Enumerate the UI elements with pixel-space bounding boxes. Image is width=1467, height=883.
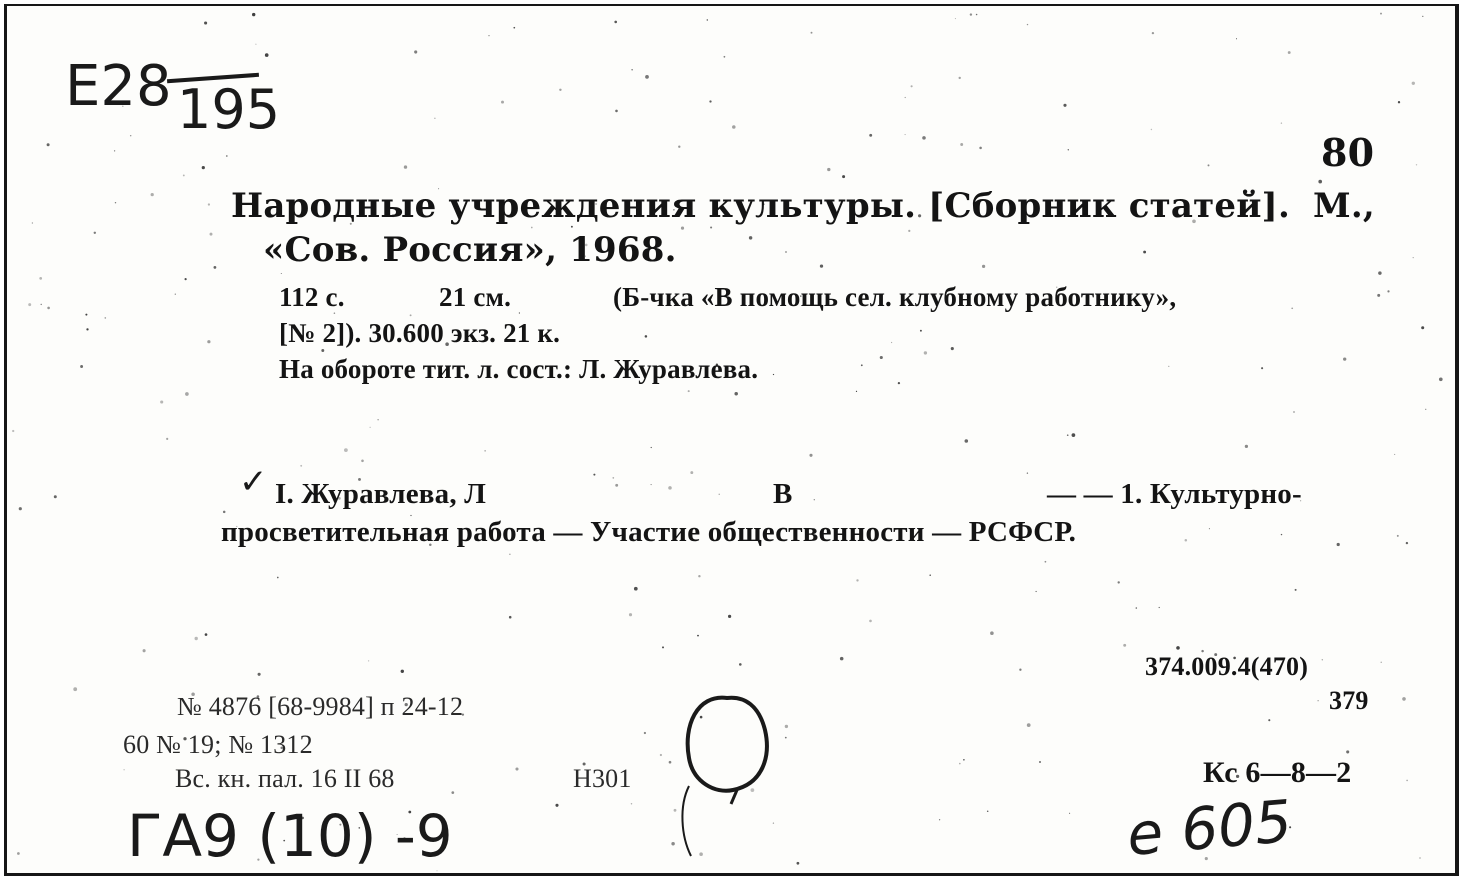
speckle bbox=[688, 390, 690, 392]
speckle bbox=[960, 143, 963, 146]
speckle bbox=[281, 273, 282, 274]
speckle bbox=[94, 232, 96, 234]
speckle bbox=[123, 769, 124, 770]
speckle bbox=[645, 75, 649, 79]
speckle bbox=[924, 351, 927, 354]
speckle bbox=[631, 69, 632, 70]
speckle bbox=[401, 670, 404, 673]
speckle bbox=[634, 587, 638, 591]
kc-code: Кс 6—8—2 bbox=[1203, 756, 1352, 789]
speckle bbox=[571, 226, 573, 228]
handwritten-shelfmark bbox=[65, 54, 172, 119]
speckle bbox=[1422, 16, 1423, 17]
speckle bbox=[1261, 367, 1263, 369]
speckle bbox=[959, 763, 961, 765]
cutter-number: 379 bbox=[1329, 686, 1369, 715]
speckle bbox=[827, 168, 830, 171]
speckle bbox=[861, 364, 863, 366]
print-info-line3: Вс. кн. пал. 16 II 68 bbox=[175, 764, 395, 793]
speckle bbox=[208, 203, 210, 205]
speckle bbox=[651, 447, 652, 448]
speckle bbox=[226, 155, 228, 157]
added-entry-mid: В bbox=[773, 478, 793, 510]
speckle bbox=[840, 657, 844, 661]
speckle bbox=[612, 477, 614, 479]
speckle bbox=[185, 278, 187, 280]
speckle bbox=[531, 227, 533, 229]
speckle bbox=[1159, 607, 1160, 608]
added-entry: I. Журавлева, Л bbox=[275, 478, 487, 510]
handwritten-bottom-left: ГА9 (10) -9 bbox=[127, 802, 453, 870]
speckle bbox=[513, 27, 515, 29]
speckle bbox=[1068, 149, 1069, 150]
speckle bbox=[1439, 377, 1443, 381]
speckle bbox=[555, 804, 558, 807]
speckle bbox=[41, 304, 42, 305]
speckle bbox=[707, 19, 708, 20]
speckle bbox=[160, 400, 163, 403]
speckle bbox=[1151, 129, 1152, 130]
speckle bbox=[321, 349, 324, 352]
speckle bbox=[1045, 561, 1047, 563]
entry-series-part2: [№ 2]). 30.600 экз. 21 к. bbox=[279, 318, 561, 348]
speckle bbox=[1293, 411, 1295, 413]
speckle bbox=[1208, 164, 1210, 166]
speckle bbox=[963, 759, 965, 761]
speckle bbox=[797, 862, 800, 865]
speckle bbox=[1036, 591, 1037, 592]
speckle bbox=[114, 150, 115, 151]
speckle bbox=[976, 14, 978, 16]
speckle bbox=[1176, 646, 1180, 650]
speckle bbox=[414, 50, 417, 53]
speckle bbox=[1318, 180, 1322, 184]
speckle bbox=[1378, 271, 1381, 274]
speckle bbox=[1419, 857, 1421, 859]
speckle bbox=[202, 166, 205, 169]
speckle bbox=[1027, 723, 1031, 727]
speckle bbox=[175, 294, 176, 295]
speckle bbox=[47, 143, 50, 146]
speckle bbox=[880, 356, 883, 359]
speckle bbox=[709, 100, 711, 102]
speckle bbox=[1027, 24, 1028, 25]
speckle bbox=[1288, 51, 1291, 54]
entry-title-line1: Народные учреждения культуры. [Сборник статей]. bbox=[231, 186, 1290, 226]
entry-title-line2: «Сов. Россия», 1968. bbox=[263, 230, 677, 270]
speckle bbox=[1281, 534, 1282, 535]
speckle bbox=[1425, 409, 1426, 410]
speckle bbox=[1209, 528, 1210, 529]
speckle bbox=[905, 134, 906, 135]
speckle bbox=[662, 646, 664, 648]
speckle bbox=[955, 18, 956, 19]
speckle bbox=[185, 392, 189, 396]
speckle bbox=[166, 438, 168, 440]
speckle bbox=[1069, 813, 1070, 814]
speckle bbox=[86, 328, 88, 330]
speckle bbox=[856, 391, 857, 392]
speckle bbox=[80, 365, 83, 368]
speckle bbox=[17, 852, 20, 855]
speckle bbox=[668, 486, 672, 490]
speckle bbox=[210, 233, 213, 236]
speckle bbox=[814, 499, 815, 500]
speckle bbox=[614, 21, 617, 24]
handwritten-bottom-right: e 605 bbox=[1124, 786, 1295, 870]
speckle bbox=[939, 819, 940, 820]
print-info-line2: 60 № 19; № 1312 bbox=[123, 730, 313, 759]
speckle bbox=[1381, 662, 1382, 663]
speckle bbox=[593, 474, 595, 476]
speckle bbox=[183, 174, 185, 176]
speckle bbox=[979, 147, 982, 150]
speckle bbox=[115, 202, 116, 203]
speckle bbox=[698, 575, 700, 577]
speckle bbox=[965, 439, 969, 443]
speckle bbox=[732, 125, 736, 129]
speckle bbox=[1118, 581, 1120, 583]
handwritten-number: 195 bbox=[177, 78, 281, 141]
speckle bbox=[959, 77, 961, 79]
speckle bbox=[1072, 433, 1076, 437]
speckle bbox=[811, 32, 813, 34]
speckle bbox=[130, 135, 131, 136]
speckle bbox=[451, 791, 454, 794]
speckle bbox=[204, 21, 207, 24]
speckle bbox=[982, 265, 985, 268]
speckle bbox=[404, 165, 407, 168]
print-code: Н301 bbox=[573, 764, 632, 793]
speckle bbox=[660, 754, 662, 756]
speckle bbox=[891, 342, 892, 343]
hand-drawn-circle bbox=[667, 686, 787, 866]
speckle bbox=[1322, 659, 1323, 660]
check-mark: ✓ bbox=[239, 462, 268, 502]
speckle bbox=[1168, 366, 1169, 367]
speckle bbox=[104, 317, 106, 319]
speckle bbox=[820, 264, 823, 267]
speckle bbox=[929, 574, 931, 576]
speckle bbox=[370, 427, 371, 428]
speckle bbox=[645, 335, 648, 338]
speckle bbox=[410, 314, 412, 316]
speckle bbox=[615, 484, 618, 487]
speckle bbox=[1143, 251, 1146, 254]
speckle bbox=[697, 635, 699, 637]
speckle bbox=[629, 613, 632, 616]
entry-series-part1: (Б-чка «В помощь сел. клубному работнику», bbox=[613, 282, 1177, 312]
speckle bbox=[377, 419, 378, 420]
speckle bbox=[1398, 101, 1400, 103]
speckle bbox=[1136, 607, 1138, 609]
speckle bbox=[12, 430, 14, 432]
speckle bbox=[1394, 454, 1395, 455]
speckle bbox=[1416, 164, 1417, 165]
speckle bbox=[681, 227, 684, 230]
speckle bbox=[1063, 104, 1066, 107]
speckle bbox=[690, 471, 693, 474]
speckle bbox=[970, 13, 972, 15]
speckle bbox=[47, 307, 50, 310]
speckle bbox=[265, 53, 269, 57]
speckle bbox=[1245, 445, 1248, 448]
subject-heading-line2: просветительная работа — Участие общественности — РСФСР. bbox=[221, 516, 1077, 548]
speckle bbox=[728, 615, 731, 618]
catalog-card bbox=[4, 4, 1459, 876]
speckle bbox=[739, 663, 742, 666]
speckle bbox=[734, 392, 737, 395]
entry-note: На обороте тит. л. сост.: Л. Журавлева. bbox=[279, 354, 759, 384]
speckle bbox=[223, 511, 226, 514]
speckle bbox=[85, 314, 87, 316]
speckle bbox=[869, 620, 872, 623]
speckle bbox=[1380, 13, 1382, 15]
speckle bbox=[151, 193, 154, 196]
card-number: 80 bbox=[1321, 130, 1375, 175]
speckle bbox=[32, 222, 33, 223]
speckle bbox=[1377, 294, 1380, 297]
speckle bbox=[1185, 539, 1188, 542]
speckle bbox=[951, 347, 954, 350]
speckle bbox=[922, 136, 926, 140]
speckle bbox=[615, 110, 618, 113]
entry-place: М., bbox=[1313, 186, 1375, 226]
speckle bbox=[987, 810, 989, 812]
speckle bbox=[631, 803, 632, 804]
speckle bbox=[143, 649, 146, 652]
speckle bbox=[1406, 780, 1408, 782]
speckle bbox=[1346, 750, 1349, 753]
speckle bbox=[773, 374, 774, 375]
speckle bbox=[1337, 543, 1340, 546]
speckle bbox=[1236, 38, 1237, 39]
speckle bbox=[644, 732, 646, 734]
speckle bbox=[1387, 290, 1389, 292]
speckle bbox=[1421, 326, 1424, 329]
speckle bbox=[205, 633, 208, 636]
speckle bbox=[990, 631, 994, 635]
speckle bbox=[277, 577, 279, 579]
speckle bbox=[898, 382, 900, 384]
speckle bbox=[28, 303, 31, 306]
speckle bbox=[1067, 434, 1069, 436]
speckle bbox=[252, 13, 255, 16]
speckle bbox=[501, 101, 504, 104]
speckle bbox=[214, 266, 217, 269]
speckle bbox=[1406, 542, 1408, 544]
print-info-line1: № 4876 [68-9984] п 24-12 bbox=[177, 692, 464, 721]
speckle bbox=[1295, 589, 1297, 591]
speckle bbox=[920, 330, 922, 332]
speckle bbox=[434, 118, 435, 119]
speckle bbox=[488, 35, 489, 36]
entry-size: 21 см. bbox=[439, 282, 512, 312]
speckle bbox=[1412, 82, 1415, 85]
speckle bbox=[515, 767, 518, 770]
speckle bbox=[1318, 700, 1319, 701]
speckle bbox=[1281, 122, 1282, 123]
speckle bbox=[39, 277, 42, 280]
speckle bbox=[785, 251, 787, 253]
speckle bbox=[1291, 307, 1293, 309]
entry-pages: 112 с. bbox=[279, 282, 345, 312]
speckle bbox=[509, 554, 510, 555]
udc-number: 374.009.4(470) bbox=[1145, 652, 1309, 681]
speckle bbox=[19, 507, 22, 510]
speckle bbox=[484, 450, 485, 451]
handwritten-code: E28 bbox=[65, 54, 172, 119]
speckle bbox=[1123, 644, 1126, 647]
speckle bbox=[361, 460, 364, 463]
speckle bbox=[842, 175, 845, 178]
speckle bbox=[436, 870, 437, 871]
speckle bbox=[1343, 357, 1346, 360]
speckle bbox=[344, 448, 348, 452]
speckle bbox=[368, 660, 369, 661]
speckle bbox=[710, 226, 712, 228]
speckle bbox=[1413, 257, 1414, 258]
speckle bbox=[678, 146, 680, 148]
speckle bbox=[195, 637, 198, 640]
speckle bbox=[1397, 535, 1399, 537]
speckle bbox=[905, 97, 906, 98]
speckle bbox=[1039, 761, 1041, 763]
speckle bbox=[809, 454, 812, 457]
speckle bbox=[1402, 697, 1406, 701]
speckle bbox=[911, 85, 913, 87]
speckle bbox=[207, 340, 210, 343]
speckle bbox=[908, 230, 910, 232]
speckle bbox=[255, 44, 256, 45]
speckle bbox=[559, 89, 561, 91]
speckle bbox=[258, 673, 261, 676]
subject-heading-lead: — — 1. Культурно- bbox=[1047, 478, 1302, 510]
speckle bbox=[519, 312, 520, 313]
speckle bbox=[1152, 32, 1154, 34]
speckle bbox=[1268, 719, 1270, 721]
speckle bbox=[1019, 669, 1021, 671]
speckle bbox=[869, 134, 872, 137]
speckle bbox=[54, 495, 57, 498]
speckle bbox=[300, 465, 302, 467]
speckle bbox=[73, 687, 77, 691]
speckle bbox=[509, 616, 512, 619]
speckle bbox=[651, 484, 652, 485]
speckle bbox=[1027, 472, 1028, 473]
speckle bbox=[749, 236, 752, 239]
speckle bbox=[719, 494, 720, 495]
speckle bbox=[724, 56, 726, 58]
speckle bbox=[856, 579, 858, 581]
